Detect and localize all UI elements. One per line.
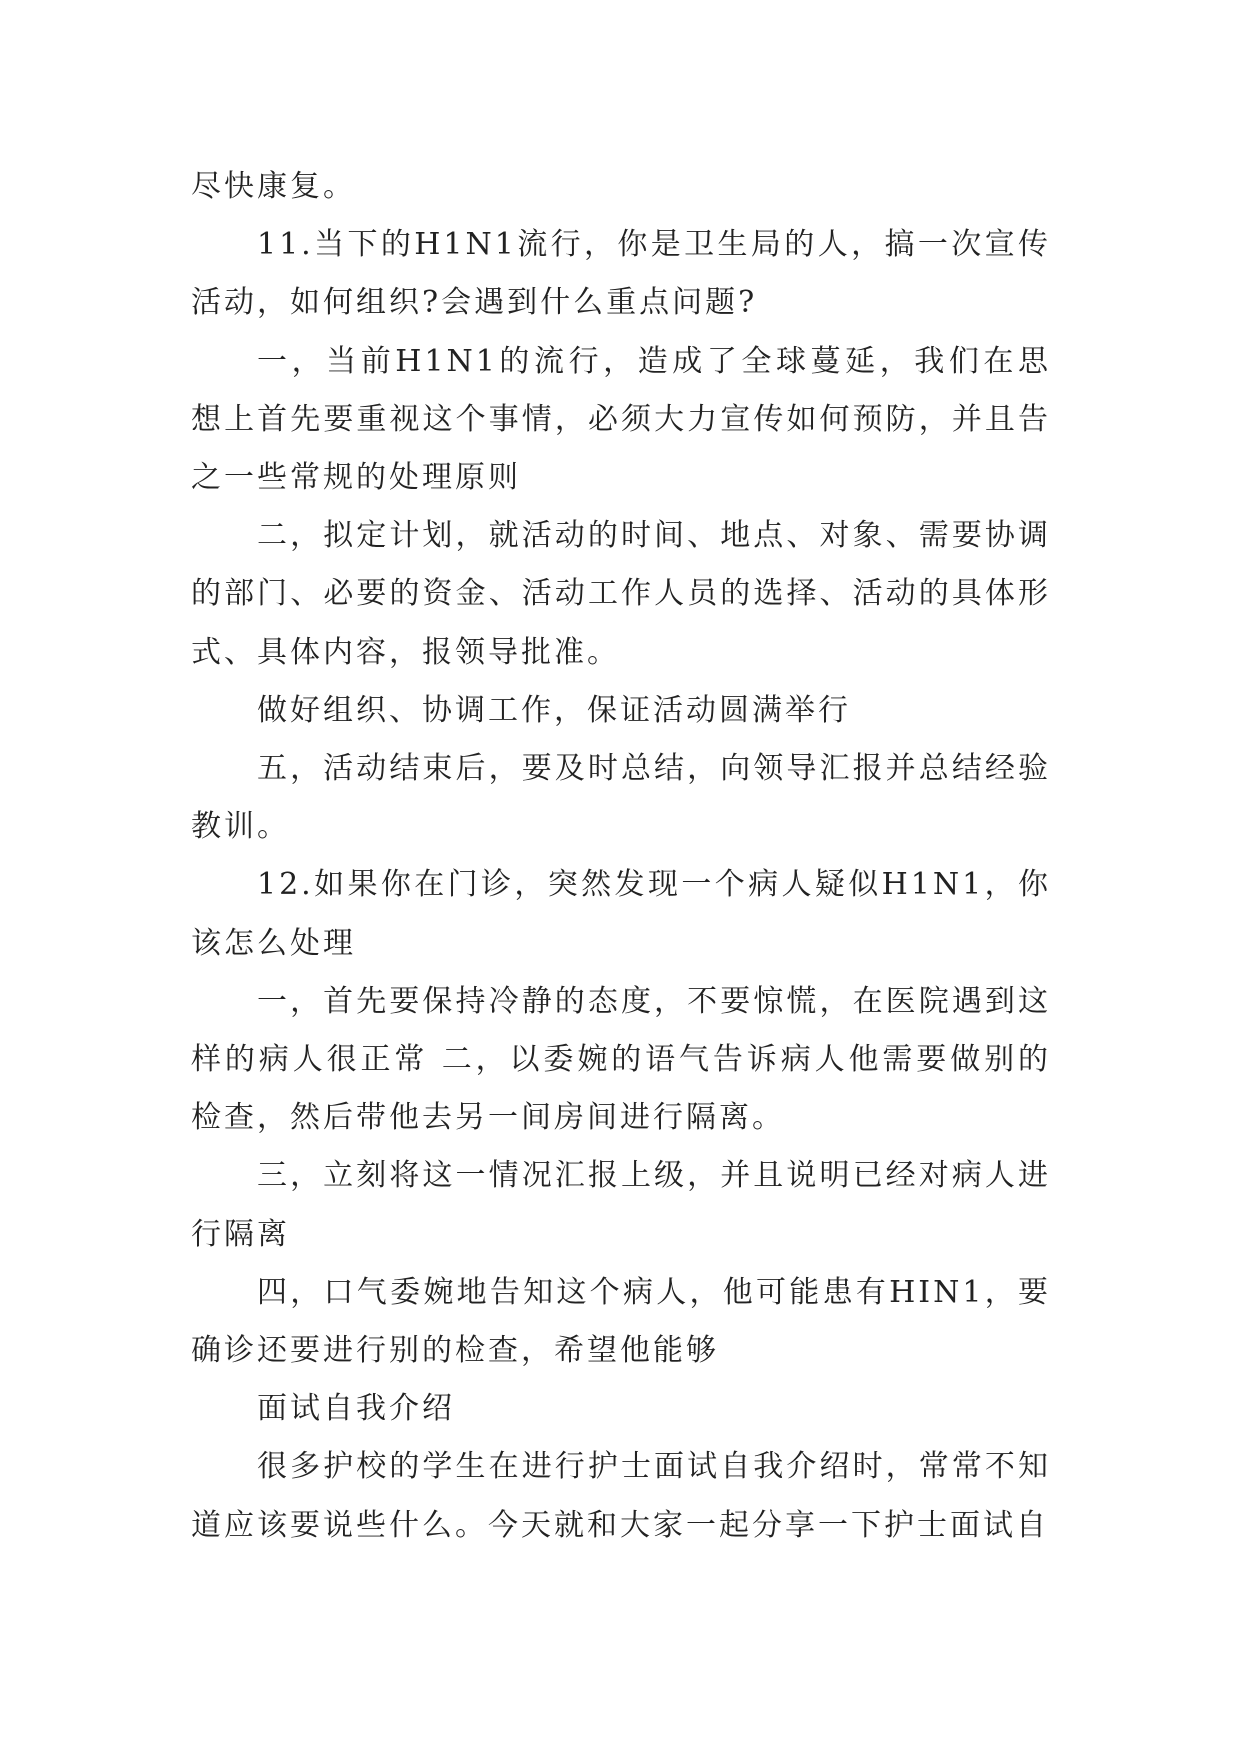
paragraph-1: 尽快康复。 [191,169,356,204]
paragraph-9: 三，立刻将这一情况汇报上级，并且说明已经对病人进行隔离 [191,1158,1051,1252]
paragraph-11: 面试自我介绍 [257,1391,455,1427]
paragraph-7: 12.如果你在门诊，突然发现一个病人疑似H1N1，你该怎么处理 [191,867,1051,961]
paragraph-8: 一，首先要保持冷静的态度，不要惊慌，在医院遇到这样的病人很正常 二，以委婉的语气告诉病人他需要做别的检查，然后带他去另一间房间进行隔离。 [191,983,1051,1136]
paragraph-12: 很多护校的学生在进行护士面试自我介绍时，常常不知道应该要说些什么。今天就和大家一起分享一下护士面试自 [191,1449,1051,1543]
paragraph-10: 四，口气委婉地告知这个病人，他可能患有HIN1，要确诊还要进行别的检查，希望他能够 [191,1274,1051,1369]
paragraph-5: 做好组织、协调工作，保证活动圆满举行 [257,692,851,728]
paragraph-2: 11.当下的H1N1流行，你是卫生局的人，搞一次宣传活动，如何组织?会遇到什么重点问题? [191,227,1051,321]
document-body [191,158,1051,1555]
paragraph-4: 二，拟定计划，就活动的时间、地点、对象、需要协调的部门、必要的资金、活动工作人员的选择、活动的具体形式、具体内容，报领导批准。 [191,518,1051,670]
paragraph-3: 一，当前H1N1的流行，造成了全球蔓延，我们在思想上首先要重视这个事情，必须大力宣传如何预防，并且告之一些常规的处理原则 [191,343,1051,496]
paragraph-6: 五，活动结束后，要及时总结，向领导汇报并总结经验教训。 [191,751,1051,845]
